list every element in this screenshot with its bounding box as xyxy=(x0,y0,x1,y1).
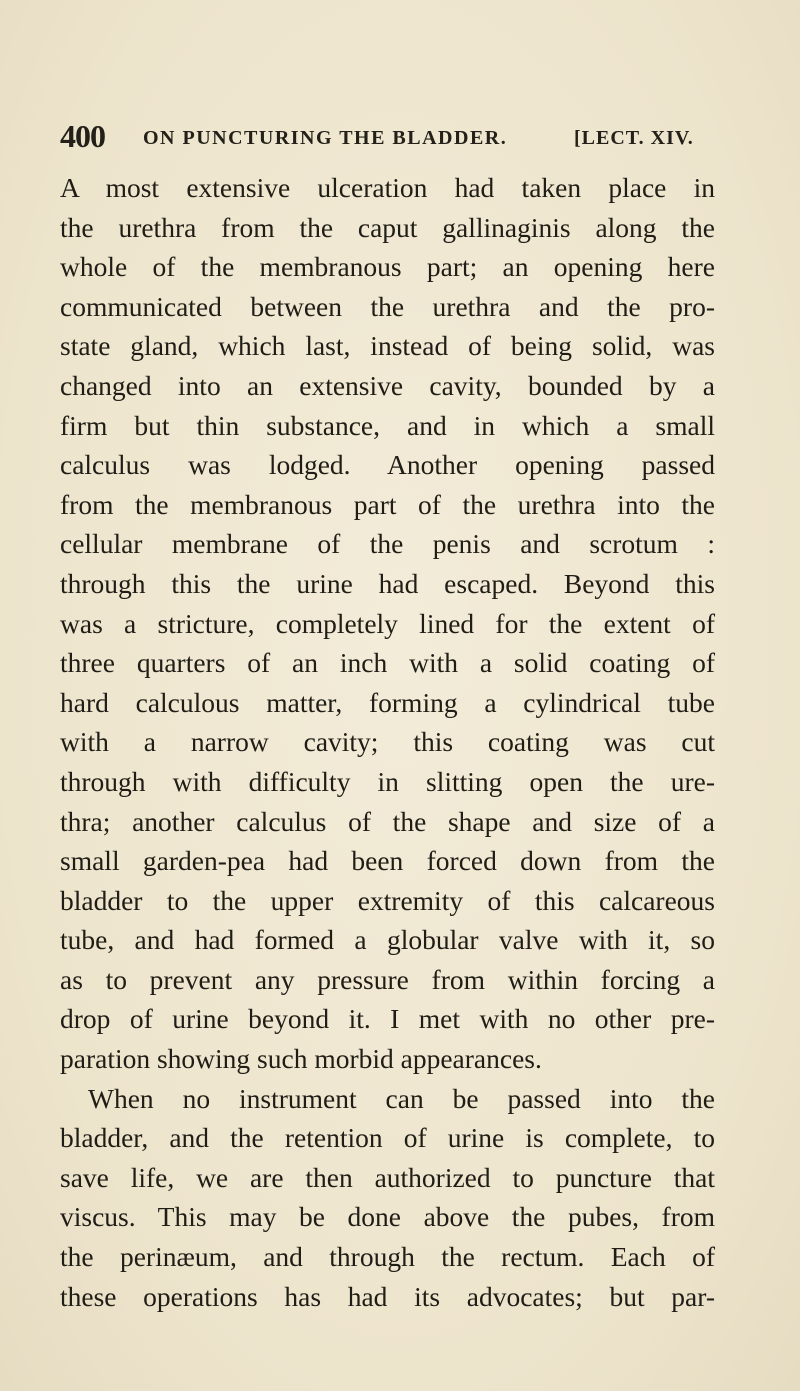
text-line: changed into an extensive cavity, bounded by a xyxy=(60,369,715,401)
text-line: from the membranous part of the urethra into the xyxy=(60,488,715,520)
text-line: bladder to the upper extremity of this calcareous xyxy=(60,884,715,916)
text-line: cellular membrane of the penis and scrotum : xyxy=(60,528,715,560)
text-line: with a narrow cavity; this coating was cut xyxy=(60,726,715,758)
text-line: communicated between the urethra and the pro- xyxy=(60,290,715,322)
text-line: drop of urine beyond it. I met with no other pre- xyxy=(60,1003,715,1035)
text-line: these operations has had its advocates; but par- xyxy=(60,1280,715,1312)
text-line: whole of the membranous part; an opening here xyxy=(60,251,715,283)
body-text xyxy=(60,168,715,1316)
running-title: ON PUNCTURING THE BLADDER. xyxy=(143,127,508,149)
text-line: paration showing such morbid appearances. xyxy=(60,1043,542,1075)
running-header xyxy=(60,118,750,158)
text-line: as to prevent any pressure from within forcing a xyxy=(60,963,715,995)
text-line: hard calculous matter, forming a cylindrical tube xyxy=(60,686,715,718)
text-line: three quarters of an inch with a solid coating of xyxy=(60,647,715,679)
text-line: firm but thin substance, and in which a small xyxy=(60,409,715,441)
text-line: viscus. This may be done above the pubes, from xyxy=(60,1201,715,1233)
text-line: was a stricture, completely lined for the extent of xyxy=(60,607,715,639)
text-line: bladder, and the retention of urine is complete, to xyxy=(60,1122,715,1154)
lecture-reference: [LECT. XIV. xyxy=(574,127,694,149)
text-line: the urethra from the caput gallinaginis along the xyxy=(60,211,715,243)
page-number: 400 xyxy=(60,118,105,154)
text-line: thra; another calculus of the shape and size of a xyxy=(60,805,715,837)
text-line: calculus was lodged. Another opening passed xyxy=(60,449,715,481)
text-line: save life, we are then authorized to puncture that xyxy=(60,1161,715,1193)
text-line: A most extensive ulceration had taken place in xyxy=(60,172,715,203)
text-line: small garden-pea had been forced down from the xyxy=(60,845,715,877)
text-line: tube, and had formed a globular valve with it, so xyxy=(60,924,715,956)
text-line: through with difficulty in slitting open the ure- xyxy=(60,765,715,797)
text-line: the perinæum, and through the rectum. Each of xyxy=(60,1241,715,1273)
text-line: through this the urine had escaped. Beyond this xyxy=(60,567,715,599)
text-line: state gland, which last, instead of being solid, was xyxy=(60,330,715,362)
paragraph-start-line: When no instrument can be passed into the xyxy=(88,1082,715,1114)
